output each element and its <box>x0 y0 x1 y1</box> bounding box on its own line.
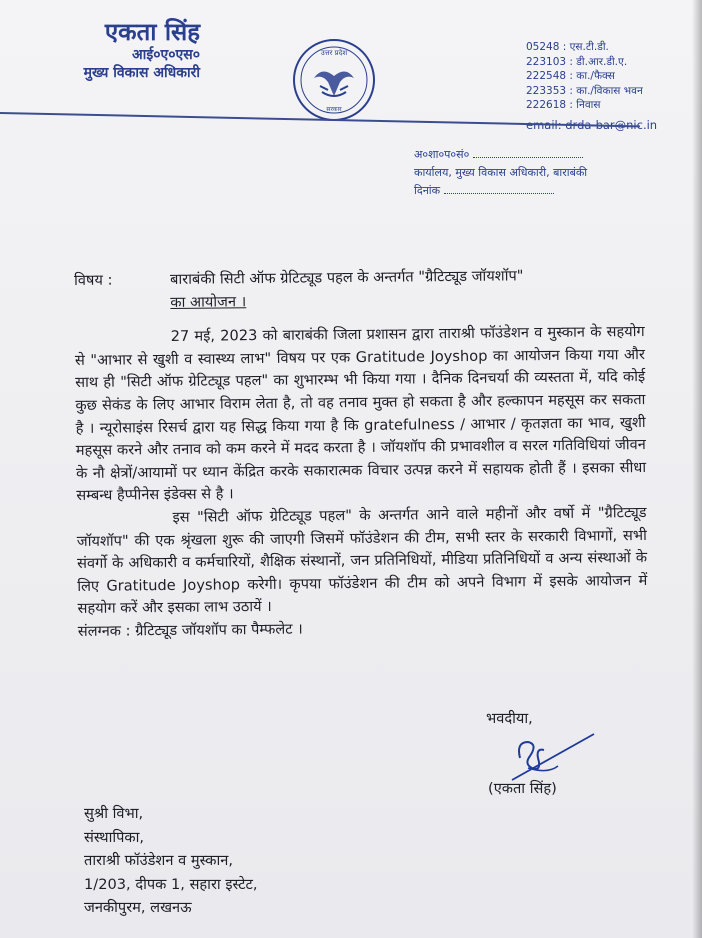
phone-residence: 222618 : निवास <box>526 99 601 111</box>
sender-service: आई०ए०एस० <box>132 47 200 63</box>
letter-number-label: अ०शा०प०सं० <box>414 148 470 161</box>
date-label: दिनांक <box>414 184 441 197</box>
subject-text <box>170 264 644 314</box>
reference-block <box>414 146 587 200</box>
paragraph-line: इस "सिटी ऑफ ग्रेटिट्यूड पहल" के अन्तर्गत आने वाले महीनों और वर्षो <box>172 504 582 526</box>
paragraph-line: करेगी। कृपया फॉउंडेशन की टीम को अपने विभाग में इसके आयोजन में सहयोग करें <box>77 571 648 618</box>
recipient-address <box>84 802 258 920</box>
letter-body <box>74 264 648 643</box>
paragraph-line: लिए आभार विराम लेता है, तो वह तनाव मुक्त हो सकता है और हल्कापन महसूस कर <box>152 391 613 414</box>
phone-fax: 222548 : का./फैक्स <box>526 70 615 82</box>
recipient-line: संस्थापिका, <box>84 828 145 846</box>
recipient-line: ताराश्री फॉउंडेशन व मुस्कान, <box>84 852 233 869</box>
letter-number-blank <box>473 157 583 158</box>
paragraph-1 <box>75 321 647 508</box>
sender-block <box>60 18 200 82</box>
subject-row <box>74 264 644 315</box>
paragraph-line: और इसका लाभ उठायें । <box>141 598 272 617</box>
paragraph-line: 27 मई, 2023 को बाराबंकी जिला प्रशासन द्वारा ताराश्री फॉउंडेशन व <box>170 324 548 346</box>
phone-vikas-bhawan: 223353 : का./विकास भवन <box>526 84 643 97</box>
sender-name: एकता सिंह <box>104 18 200 46</box>
sender-designation: मुख्य विकास अधिकारी <box>83 65 200 81</box>
paragraph-line: शुभारम्भ भी किया गया । दैनिक दिनचर्या की व्यस्तता में, यदि कोई कुछ सेकंड के <box>75 368 646 414</box>
phone-drda: 223103 : डी.आर.डी.ए. <box>526 55 628 68</box>
paragraph-line: सम्बन्ध हैप्पीनेस इंडेक्स से है । <box>76 485 234 505</box>
subject-line: बाराबंकी सिटी ऑफ ग्रेटिट्यूड पहल के अन्तर्गत "ग्रैटिट्यूड जॉयशॉप" <box>170 267 524 288</box>
paragraph-2 <box>76 502 647 621</box>
seal-bottom-text: सरकार <box>326 106 342 113</box>
subject-line: का आयोजन । <box>170 292 247 311</box>
paragraph-line: जन प्रतिनिधियों, मीडिया प्रतिनिधियों व अन्य संस्थाओं के लिए Gratitude Joyshop <box>77 549 648 595</box>
paragraph-line: जॉयशॉप की प्रभावशील व सरल गतिविधियां जीवन के नौ क्षेत्रों/आयामों पर ध्यान <box>76 436 646 482</box>
paragraph-line: केंद्रित करके सकारात्मक विचार उत्पन्न करने में सहायक होती हैं । इसका सीधा <box>233 458 647 481</box>
recipient-line: सुश्री विभा, <box>84 805 144 822</box>
paragraph-line: Joyshop का आयोजन किया गया और साथ ही "सिटी ऑफ ग्रेटिट्यूड पहल" का <box>75 345 646 392</box>
paragraph-line: मुस्कान के सहयोग से "आभार से खुशी व स्वास्थ्य लाभ" विषय पर एक Gratitude <box>74 323 645 369</box>
email-address: email: drda-bar@nic.in <box>526 117 658 132</box>
paragraph-line: सभी स्तर के सरकारी विभागों, सभी संवर्गो के अधिकारी व कर्मचारियों, शैक्षिक संस्थानों, <box>76 526 647 573</box>
date-blank <box>444 193 554 194</box>
seal-top-text: उत्तर प्रदेश <box>320 49 348 57</box>
closing-salutation: भवदीया, <box>486 710 533 727</box>
contact-block <box>526 40 657 132</box>
signatory-name: (एकता सिंह) <box>488 780 557 797</box>
paragraph-line: में "ग्रैटिट्यूड जॉयशॉप" की एक श्रृंखला शुरू की जाएगी जिसमें फॉउंडेशन की टीम, <box>76 503 647 550</box>
paragraph-line: कृतज्ञता का भाव, खुशी महसूस करने और तनाव को कम करने में मदद करता है । <box>75 413 646 460</box>
phone-std: 05248 : एस.टी.डी. <box>526 41 609 53</box>
page-edge-shadow <box>692 0 702 938</box>
paragraph-line: सकता है । न्यूरोसाइंस रिसर्च द्वारा यह सिद्ध किया गया है कि gratefulness / आभार / <box>75 390 646 437</box>
recipient-line: 1/203, दीपक 1, सहारा इस्टेट, <box>84 875 258 893</box>
subject-label: विषय : <box>74 271 113 289</box>
up-government-seal-icon <box>292 38 376 122</box>
enclosure-line: संलग्नक : ग्रैटिट्यूड जॉयशॉप का पैम्फलेट । <box>77 620 303 640</box>
office-line: कार्यालय, मुख्य विकास अधिकारी, बाराबंकी <box>414 166 588 179</box>
recipient-line: जनकीपुरम, लखनऊ <box>84 899 192 916</box>
